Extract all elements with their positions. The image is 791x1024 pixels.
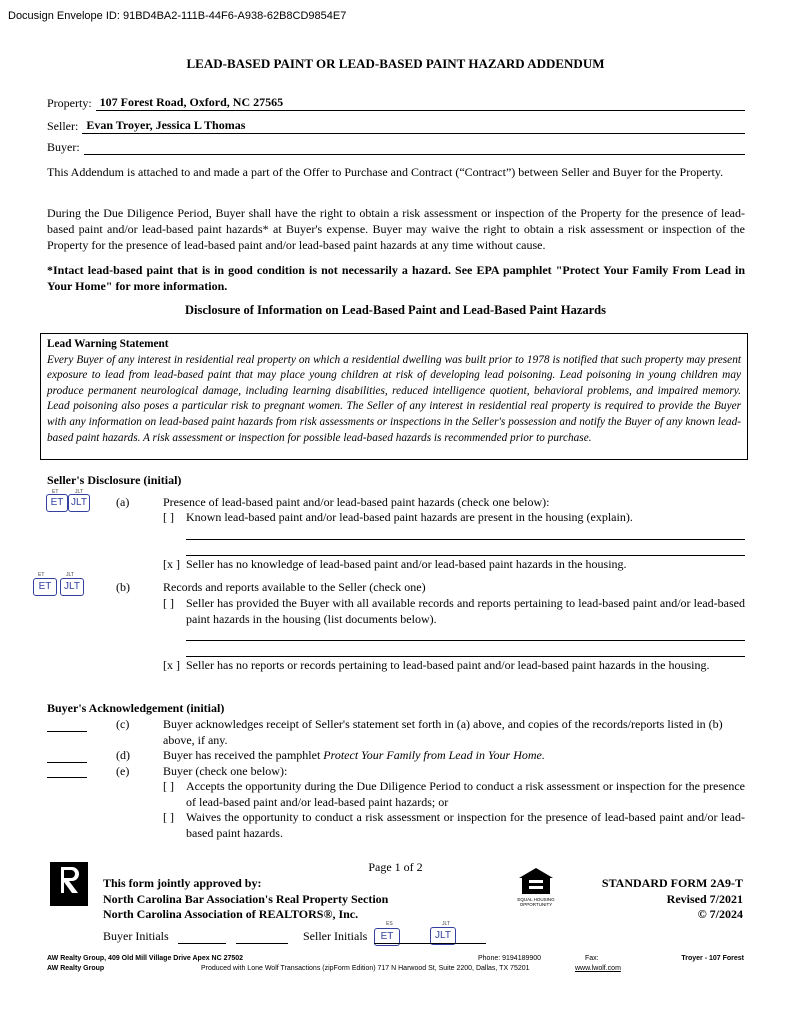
item-a-opt2-checkbox[interactable]: [x ]	[163, 557, 180, 571]
initial-marker: ET	[52, 489, 59, 495]
seller-initials-line	[374, 943, 486, 944]
agency-name: AW Realty Group	[47, 965, 105, 972]
item-e-opt2-checkbox[interactable]: [ ]	[163, 810, 174, 824]
initial-marker: ET	[38, 572, 45, 578]
document-title: LEAD-BASED PAINT OR LEAD-BASED PAINT HAZARD ADDENDUM	[186, 56, 605, 71]
item-b-opt1-checkbox[interactable]: [ ]	[163, 596, 174, 610]
explain-line	[186, 539, 745, 540]
seller-initial-jlt-a: JLT	[68, 494, 90, 512]
buyer-ack-heading: Buyer's Acknowledgement (initial)	[47, 701, 225, 715]
intro-paragraph: This Addendum is attached to and made a part of the Offer to Purchase and Contract (“Contract”) between Seller and Buyer for the Property.	[47, 165, 724, 179]
item-d-label: (d)	[116, 748, 130, 762]
buyer-initial-line-e[interactable]	[47, 777, 87, 778]
property-label: Property:	[47, 96, 92, 110]
approved-line-1: This form jointly approved by:	[103, 876, 262, 890]
footer-seller-initial-jlt: JLT	[430, 927, 456, 945]
seller-disclosure-heading: Seller's Disclosure (initial)	[47, 473, 182, 487]
item-c-label: (c)	[116, 717, 130, 731]
item-e-opt2-text: Waives the opportunity to conduct a risk assessment or inspection for the presence of lead-based paint and/or lead-based paint hazards.	[186, 810, 745, 840]
documents-line	[186, 640, 745, 641]
item-a-opt1-checkbox[interactable]: [ ]	[163, 510, 174, 524]
approved-line-3: North Carolina Association of REALTORS®, Inc.	[103, 907, 359, 921]
agency-address: AW Realty Group, 409 Old Mill Village Drive Apex NC 27502	[47, 955, 244, 962]
initial-marker: ES	[386, 921, 393, 927]
item-a-label: (a)	[116, 495, 130, 509]
seller-initial-et-a: ET	[46, 494, 68, 512]
realtor-logo-icon	[50, 862, 88, 906]
form-number: STANDARD FORM 2A9-T	[601, 876, 743, 890]
transaction-file: Troyer - 107 Forest	[681, 955, 744, 962]
buyer-value	[84, 139, 745, 155]
lead-warning-box	[40, 333, 748, 460]
explain-line	[186, 555, 745, 556]
agency-phone: Phone: 9194189900	[478, 955, 542, 962]
buyer-initials-line-1[interactable]	[178, 943, 226, 944]
initial-marker: JLT	[75, 489, 83, 495]
seller-initial-jlt-b: JLT	[60, 578, 84, 596]
documents-line	[186, 656, 745, 657]
envelope-id: Docusign Envelope ID: 91BD4BA2-111B-44F6-A938-62B8CD9854E7	[8, 10, 347, 22]
lead-warning-heading: Lead Warning Statement	[47, 338, 169, 350]
buyer-initials-line-2[interactable]	[236, 943, 288, 944]
buyer-initial-line-c[interactable]	[47, 731, 87, 732]
lead-warning-body: Every Buyer of any interest in residential real property on which a residential dwelling was built prior to 1978 is notified that such property may present exposure to lead from lead-based paint that may place young children at risk of developing lead poisoning. Lead poisoning in young children may produce permanent neurological damage, including learning disabilities, reduced intelligence quotient, behavioral problems, and impaired memory. Lead poisoning also poses a particular risk to pregnant women. The Seller of any interest in residential real property is required to provide the Buyer with any information on lead-based paint hazards from risk assessments or inspections in the Seller's possession and notify the Buyer of any known lead-based paint hazards. A risk assessment or inspection for possible lead-based hazards is recommended prior to purchase.	[47, 353, 741, 444]
item-e-opt1-checkbox[interactable]: [ ]	[163, 779, 174, 793]
form-revised: Revised 7/2021	[666, 892, 743, 906]
item-b-opt2-text: Seller has no reports or records pertaining to lead-based paint and/or lead-based paint hazards in the housing.	[186, 658, 710, 672]
item-b-label: (b)	[116, 580, 130, 594]
buyer-initials-label: Buyer Initials	[103, 929, 169, 943]
agency-fax: Fax:	[585, 955, 599, 962]
item-a-opt1-text: Known lead-based paint and/or lead-based paint hazards are present in the housing (explain).	[186, 510, 633, 524]
property-field	[47, 95, 745, 111]
item-e-label: (e)	[116, 764, 130, 778]
item-b-opt1-text: Seller has provided the Buyer with all available records and reports pertaining to lead-based paint and/or lead-based paint hazards in the housing (list documents below).	[186, 596, 745, 626]
seller-label: Seller:	[47, 119, 79, 133]
footer-seller-initial-et: ET	[374, 928, 400, 946]
equal-housing-icon	[516, 866, 556, 896]
buyer-initial-line-d[interactable]	[47, 762, 87, 763]
approved-line-2: North Carolina Bar Association's Real Property Section	[103, 892, 389, 906]
equal-housing-label: EQUAL HOUSING OPPORTUNITY	[517, 897, 555, 907]
item-e-text: Buyer (check one below):	[163, 764, 288, 778]
intact-note: *Intact lead-based paint that is in good condition is not necessarily a hazard. See EPA pamphlet "Protect Your Family From Lead in Your Home" for more information.	[47, 263, 745, 293]
buyer-field	[47, 139, 745, 155]
seller-value: Evan Troyer, Jessica L Thomas	[82, 118, 745, 134]
item-b-opt2-checkbox[interactable]: [x ]	[163, 658, 180, 672]
pamphlet-title: Protect Your Family from Lead in Your Home.	[323, 748, 545, 762]
produced-by: Produced with Lone Wolf Transactions (zipForm Edition) 717 N Harwood St, Suite 2200, Dallas, TX 75201	[201, 965, 530, 972]
seller-field	[47, 118, 745, 134]
page-number: Page 1 of 2	[368, 860, 423, 874]
due-diligence-paragraph: During the Due Diligence Period, Buyer shall have the right to obtain a risk assessment or inspection of the Property for the presence of lead-based paint and/or lead-based paint hazards* at Buyer's expense. Buyer may waive the right to obtain a risk assessment or inspection of the Property for the presence of lead-based paint and/or lead-based paint hazards at any time without cause.	[47, 206, 745, 252]
item-a-text: Presence of lead-based paint and/or lead-based paint hazards (check one below):	[163, 495, 550, 509]
property-value: 107 Forest Road, Oxford, NC 27565	[96, 95, 745, 111]
item-b-text: Records and reports available to the Seller (check one)	[163, 580, 426, 594]
realtor-label: REALTOR®	[50, 901, 88, 908]
item-d-text	[163, 748, 745, 764]
item-d-text-main: Buyer has received the pamphlet	[163, 748, 324, 762]
seller-initial-et-b: ET	[33, 578, 57, 596]
website-link[interactable]: www.lwolf.com	[575, 965, 621, 972]
form-copyright: © 7/2024	[697, 907, 743, 921]
item-e-opt1-text: Accepts the opportunity during the Due Diligence Period to conduct a risk assessment or inspection for the presence of lead-based paint and/or lead-based paint hazards; or	[186, 779, 745, 809]
initial-marker: JLT	[442, 921, 450, 927]
disclosure-heading: Disclosure of Information on Lead-Based Paint and Lead-Based Paint Hazards	[185, 303, 606, 317]
item-a-opt2-text: Seller has no knowledge of lead-based paint and/or lead-based paint hazards in the housing.	[186, 557, 627, 571]
initial-marker: JLT	[66, 572, 74, 578]
seller-initials-label: Seller Initials	[303, 929, 368, 943]
item-c-text: Buyer acknowledges receipt of Seller's statement set forth in (a) above, and copies of the records/reports listed in (b) above, if any.	[163, 717, 723, 747]
buyer-label: Buyer:	[47, 140, 80, 154]
